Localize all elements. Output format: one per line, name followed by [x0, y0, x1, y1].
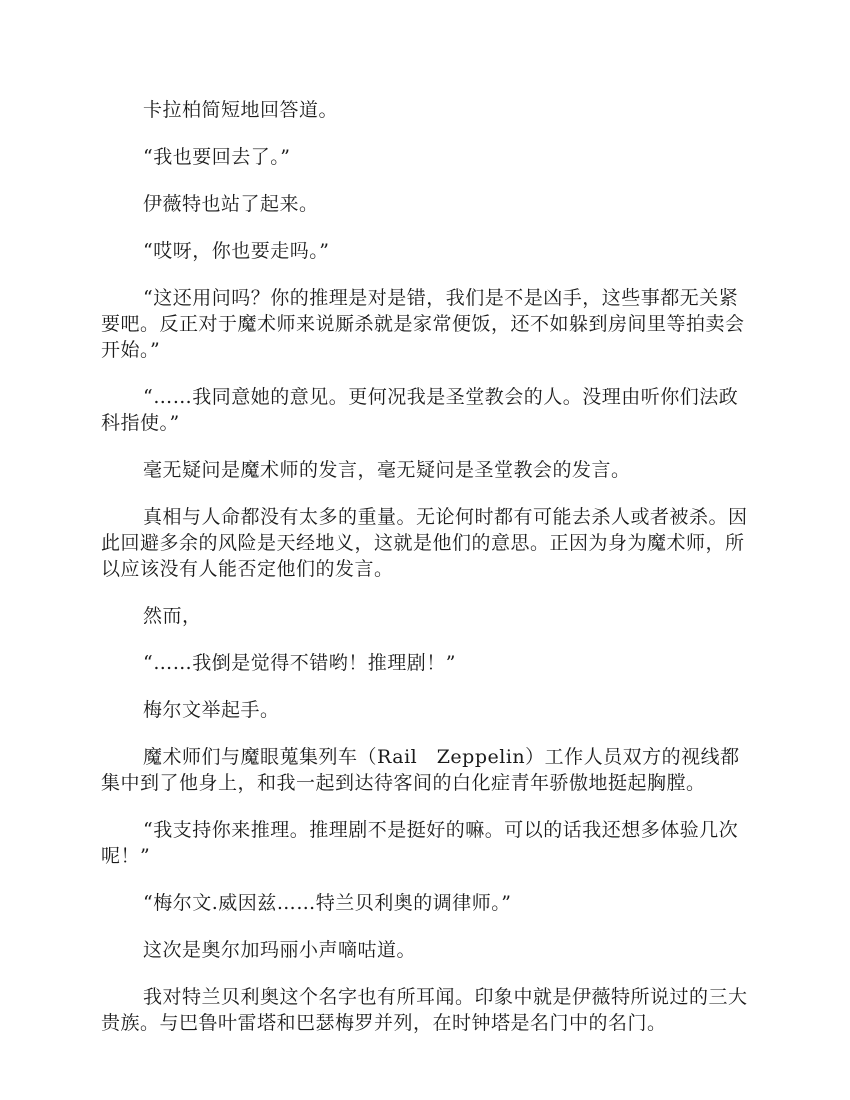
paragraph-3: 伊薇特也站了起来。 — [143, 193, 319, 215]
paragraph-1: 卡拉柏简短地回答道。 — [143, 99, 339, 121]
paragraph-6: “……我同意她的意见。更何况我是圣堂教会的人。没理由听你们法政科指使。” — [101, 386, 739, 434]
paragraph-13: “我支持你来推理。推理剧不是挺好的嘛。可以的话我还想多体验几次呢！” — [101, 819, 739, 867]
paragraph-10: “……我倒是觉得不错哟！推理剧！” — [143, 652, 456, 674]
paragraph-8: 真相与人命都没有太多的重量。无论何时都有可能去杀人或者被杀。因此回避多余的风险是天经地义，这就是他们的意思。正因为身为魔术师，所以应该没有人能否定他们的发言。 — [101, 506, 748, 580]
paragraph-14: “梅尔文.威因兹……特兰贝利奥的调律师。” — [143, 892, 512, 914]
paragraph-5: “这还用问吗？你的推理是对是错，我们是不是凶手，这些事都无关紧要吧。反正对于魔术师来说厮杀就是家常便饭，还不如躲到房间里等拍卖会开始。” — [101, 287, 745, 361]
paragraph-11: 梅尔文举起手。 — [143, 699, 280, 721]
paragraph-16: 我对特兰贝利奥这个名字也有所耳闻。印象中就是伊薇特所说过的三大贵族。与巴鲁叶雷塔和巴瑟梅罗并列，在时钟塔是名门中的名门。 — [101, 986, 748, 1034]
document-page — [101, 97, 751, 1057]
paragraph-9: 然而， — [143, 605, 202, 627]
paragraph-15: 这次是奥尔加玛丽小声嘀咕道。 — [143, 939, 417, 961]
paragraph-7: 毫无疑问是魔术师的发言，毫无疑问是圣堂教会的发言。 — [143, 459, 631, 481]
paragraph-4: “哎呀，你也要走吗。” — [143, 240, 330, 262]
paragraph-12: 魔术师们与魔眼蒐集列车（Rail Zeppelin）工作人员双方的视线都集中到了他身上，和我一起到达待客间的白化症青年骄傲地挺起胸膛。 — [101, 746, 740, 794]
paragraph-2: “我也要回去了。” — [143, 146, 291, 168]
